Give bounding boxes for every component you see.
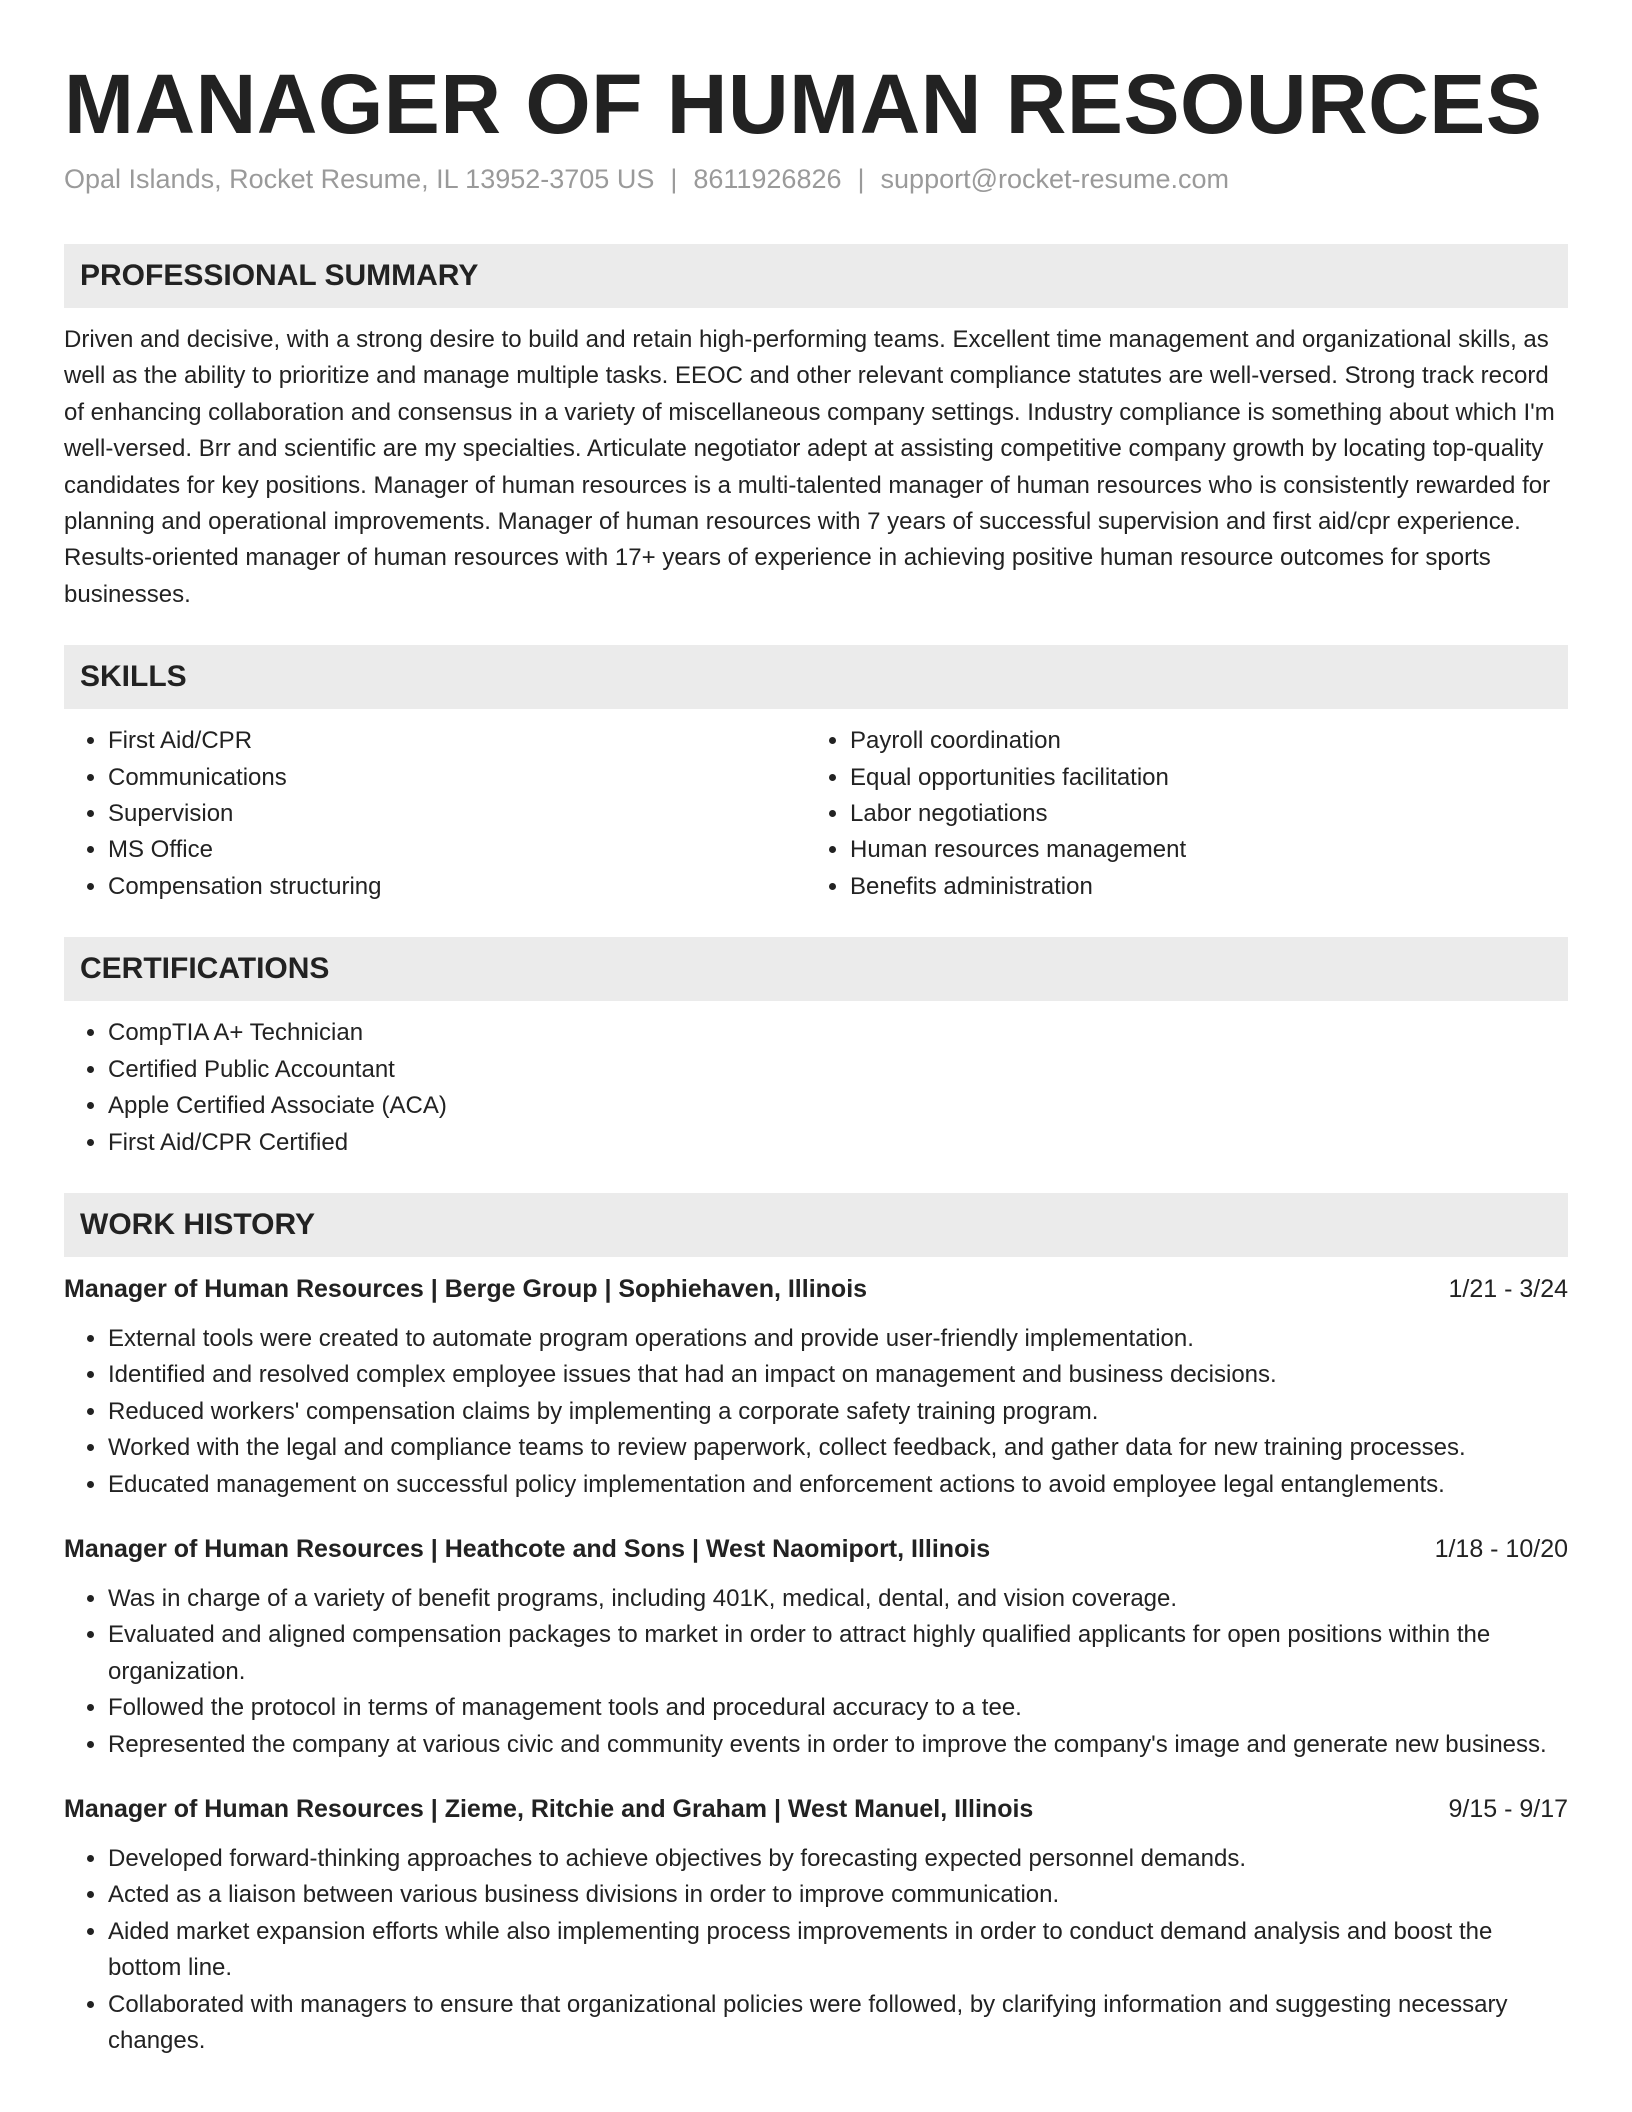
job-title: Manager of Human Resources | Heathcote and Sons | West Naomiport, Illinois — [64, 1534, 991, 1563]
resume-title: MANAGER OF HUMAN RESOURCES — [64, 57, 1543, 151]
certification-item: • Certified Public Accountant — [108, 1052, 1568, 1088]
section-header-work-history: WORK HISTORY — [64, 1193, 1568, 1257]
job-title: Manager of Human Resources | Zieme, Ritchie and Graham | West Manuel, Illinois — [64, 1794, 1034, 1823]
job-bullet: • Was in charge of a variety of benefit programs, including 401K, medical, dental, and vision coverage. — [108, 1581, 1568, 1617]
job-dates: 1/18 - 10/20 — [1434, 1534, 1568, 1563]
job-bullet: • Evaluated and aligned compensation packages to market in order to attract highly qualified applicants for open positions within the organization. — [108, 1617, 1568, 1690]
certifications-list — [64, 1015, 1568, 1161]
job-dates: 1/21 - 3/24 — [1448, 1274, 1568, 1303]
job-entry — [64, 1531, 1568, 1763]
job-title: Manager of Human Resources | Berge Group | Sophiehaven, Illinois — [64, 1274, 868, 1303]
contact-separator: | — [857, 164, 865, 194]
skills-grid — [64, 723, 1568, 905]
job-bullet: • Developed forward-thinking approaches to achieve objectives by forecasting expected personnel demands. — [108, 1841, 1568, 1877]
job-header — [64, 1271, 1568, 1307]
contact-address: Opal Islands, Rocket Resume, IL 13952-3705 US — [64, 164, 655, 194]
skills-column-left — [64, 723, 806, 905]
certification-item: • CompTIA A+ Technician — [108, 1015, 1568, 1051]
job-bullet: • Aided market expansion efforts while also implementing process improvements in order to conduct demand analysis and boost the bottom line. — [108, 1914, 1568, 1987]
certification-item: • Apple Certified Associate (ACA) — [108, 1088, 1568, 1124]
skills-column-right — [806, 723, 1548, 905]
summary-text: Driven and decisive, with a strong desire to build and retain high-performing teams. Excellent time management and organizational skills, as well as the ability to prioritize and manage multiple tasks. EEOC and other relevant compliance statutes are well-versed. Strong track record of enhancing collaboration and consensus in a variety of miscellaneous company settings. Industry compliance is something about which I'm well-versed. Brr and scientific are my specialties. Articulate negotiator adept at assisting competitive company growth by locating top-quality candidates for key positions. Manager of human resources is a multi-talented manager of human resources who is consistently rewarded for planning and operational improvements. Manager of human resources with 7 years of successful supervision and first aid/cpr experience. Results-oriented manager of human resources with 17+ years of experience in achieving positive human resource outcomes for sports businesses. — [64, 326, 1555, 608]
skill-item: • Equal opportunities facilitation — [850, 760, 1548, 796]
certification-item: • First Aid/CPR Certified — [108, 1125, 1568, 1161]
section-header-certifications: CERTIFICATIONS — [64, 937, 1568, 1001]
skill-item: • MS Office — [108, 832, 806, 868]
skill-item: • Benefits administration — [850, 869, 1548, 905]
skill-item: • Human resources management — [850, 832, 1548, 868]
job-bullet: • External tools were created to automate program operations and provide user-friendly implementation. — [108, 1321, 1568, 1357]
job-header — [64, 1531, 1568, 1567]
section-header-skills: SKILLS — [64, 645, 1568, 709]
job-header — [64, 1791, 1568, 1827]
skill-item: • Communications — [108, 760, 806, 796]
skill-item: • Labor negotiations — [850, 796, 1548, 832]
job-dates: 9/15 - 9/17 — [1448, 1794, 1568, 1823]
job-bullet: • Worked with the legal and compliance teams to review paperwork, collect feedback, and gather data for new training processes. — [108, 1430, 1568, 1466]
job-bullet: • Identified and resolved complex employee issues that had an impact on management and business decisions. — [108, 1357, 1568, 1393]
contact-email: support@rocket-resume.com — [880, 164, 1230, 194]
skill-item: • Supervision — [108, 796, 806, 832]
section-header-summary: PROFESSIONAL SUMMARY — [64, 244, 1568, 308]
contact-line — [64, 162, 1568, 196]
skill-item: • First Aid/CPR — [108, 723, 806, 759]
contact-phone: 8611926826 — [693, 164, 842, 194]
job-bullet: • Reduced workers' compensation claims by implementing a corporate safety training program. — [108, 1394, 1568, 1430]
job-bullet: • Collaborated with managers to ensure that organizational policies were followed, by clarifying information and suggesting necessary changes. — [108, 1987, 1568, 2060]
skill-item: • Payroll coordination — [850, 723, 1548, 759]
contact-separator: | — [670, 164, 678, 194]
job-bullet: • Represented the company at various civic and community events in order to improve the company's image and generate new business. — [108, 1727, 1568, 1763]
job-entry — [64, 1791, 1568, 2059]
job-entry — [64, 1271, 1568, 1503]
job-bullet: • Acted as a liaison between various business divisions in order to improve communication. — [108, 1877, 1568, 1913]
resume-page — [64, 0, 1568, 2059]
job-bullet: • Followed the protocol in terms of management tools and procedural accuracy to a tee. — [108, 1690, 1568, 1726]
skill-item: • Compensation structuring — [108, 869, 806, 905]
job-bullet: • Educated management on successful policy implementation and enforcement actions to avoid employee legal entanglements. — [108, 1467, 1568, 1503]
